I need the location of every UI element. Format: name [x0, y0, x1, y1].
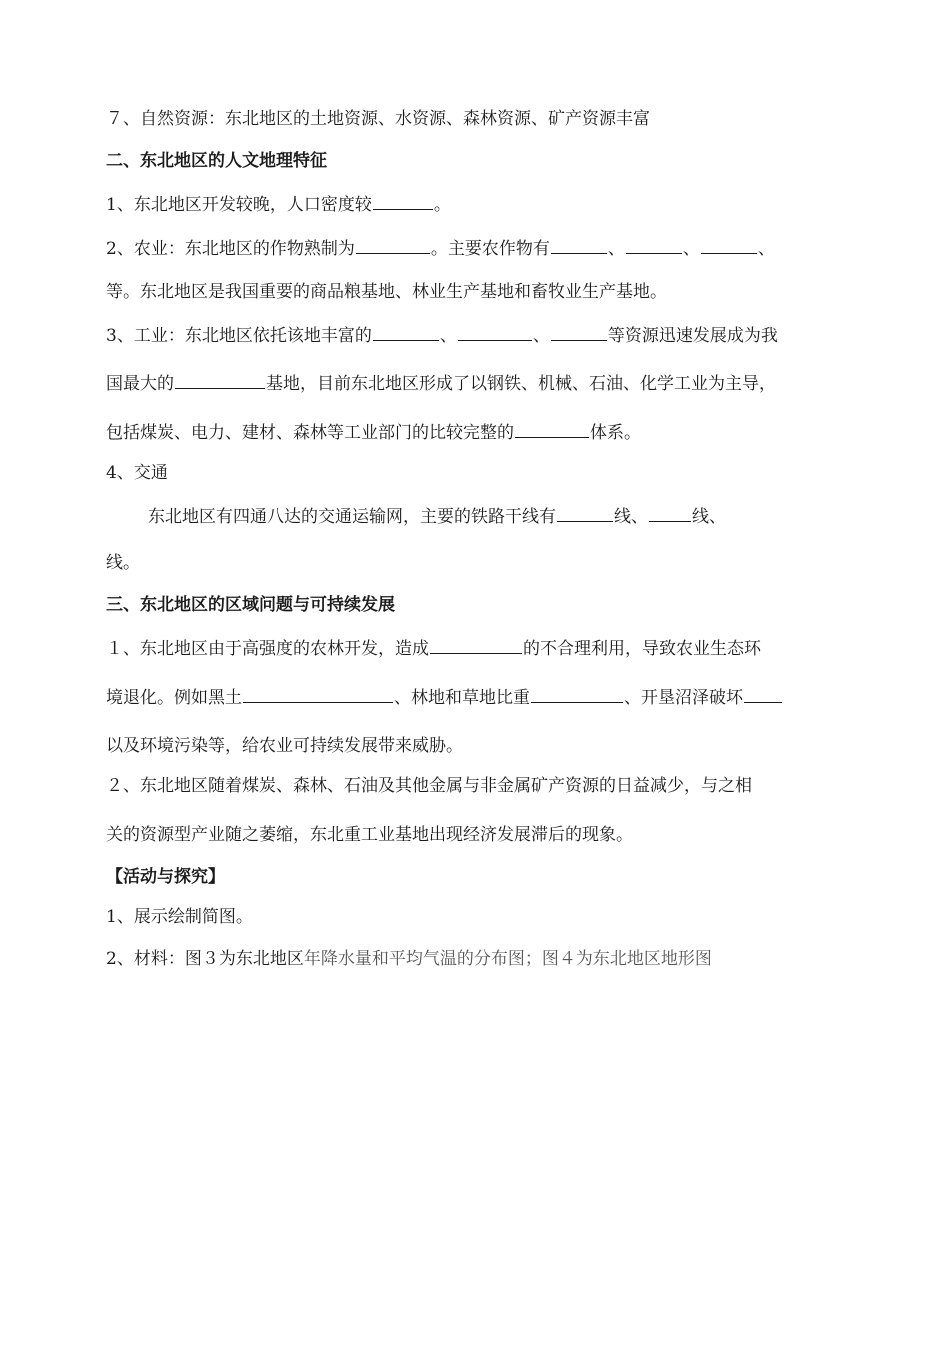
industry-line-2: 国最大的 基地，目前东北地区形成了以钢铁、机械、石油、化学工业为主导， — [106, 371, 776, 395]
resource-misuse-blank[interactable] — [430, 636, 522, 654]
industry-line-3: 包括煤炭、电力、建材、森林等工业部门的比较完整的 体系。 — [106, 420, 641, 444]
crop-blank-2[interactable] — [626, 236, 682, 254]
railway-blank-1[interactable] — [557, 504, 613, 522]
crop-blank-1[interactable] — [551, 236, 607, 254]
activity-item-1: 1、展示绘制简图。 — [106, 907, 253, 927]
industry-line-1: 3、工业：东北地区依托该地丰富的 、 、 等资源迅速发展成为我 — [106, 323, 778, 347]
transport-title: 4、交通 — [106, 463, 168, 483]
industrial-system-blank[interactable] — [515, 420, 589, 438]
activity-item-2: 2、材料：图３为东北地区年降水量和平均气温的分布图；图４为东北地区地形图 — [106, 949, 712, 969]
natural-resources-text: ７、自然资源：东北地区的土地资源、水资源、森林资源、矿产资源丰富 — [106, 109, 650, 129]
population-density-blank[interactable] — [373, 192, 433, 210]
railway-blank-2[interactable] — [649, 504, 691, 522]
transport-line-1: 东北地区有四通八达的交通运输网，主要的铁路干线有 线、 线、 — [148, 504, 726, 528]
population-line: 1、东北地区开发较晚，人口密度较 。 — [106, 192, 451, 216]
activity-heading: 【活动与探究】 — [106, 867, 225, 887]
resource-blank-1[interactable] — [373, 323, 439, 341]
forest-grass-blank[interactable] — [531, 685, 623, 703]
natural-resources-line — [106, 108, 650, 130]
resource-decline-line-2: 关的资源型产业随之萎缩，东北重工业基地出现经济发展滞后的现象。 — [106, 825, 633, 845]
resource-blank-2[interactable] — [458, 323, 532, 341]
section-three-heading: 三、东北地区的区域问题与可持续发展 — [106, 595, 395, 615]
agriculture-line-1: 2、农业：东北地区的作物熟制为 。主要农作物有 、 、 、 — [106, 236, 775, 260]
black-soil-blank[interactable] — [243, 685, 393, 703]
cropping-system-blank[interactable] — [356, 236, 430, 254]
wetland-blank[interactable] — [744, 685, 782, 703]
resource-decline-line-1: ２、东北地区随着煤炭、森林、石油及其他金属与非金属矿产资源的日益减少，与之相 — [106, 776, 752, 796]
industrial-base-blank[interactable] — [175, 371, 265, 389]
agriculture-line-2: 等。东北地区是我国重要的商品粮基地、林业生产基地和畜牧业生产基地。 — [106, 282, 667, 302]
crop-blank-3[interactable] — [701, 236, 757, 254]
problem-line-1: １、东北地区由于高强度的农林开发，造成 的不合理利用，导致农业生态环 — [106, 636, 761, 660]
problem-line-2: 境退化。例如黑土 、林地和草地比重 、开垦沼泽破坏 — [106, 685, 783, 709]
transport-line-2: 线。 — [106, 553, 140, 573]
section-two-heading: 二、东北地区的人文地理特征 — [106, 151, 327, 171]
resource-blank-3[interactable] — [551, 323, 607, 341]
problem-line-3: 以及环境污染等，给农业可持续发展带来威胁。 — [106, 736, 463, 756]
